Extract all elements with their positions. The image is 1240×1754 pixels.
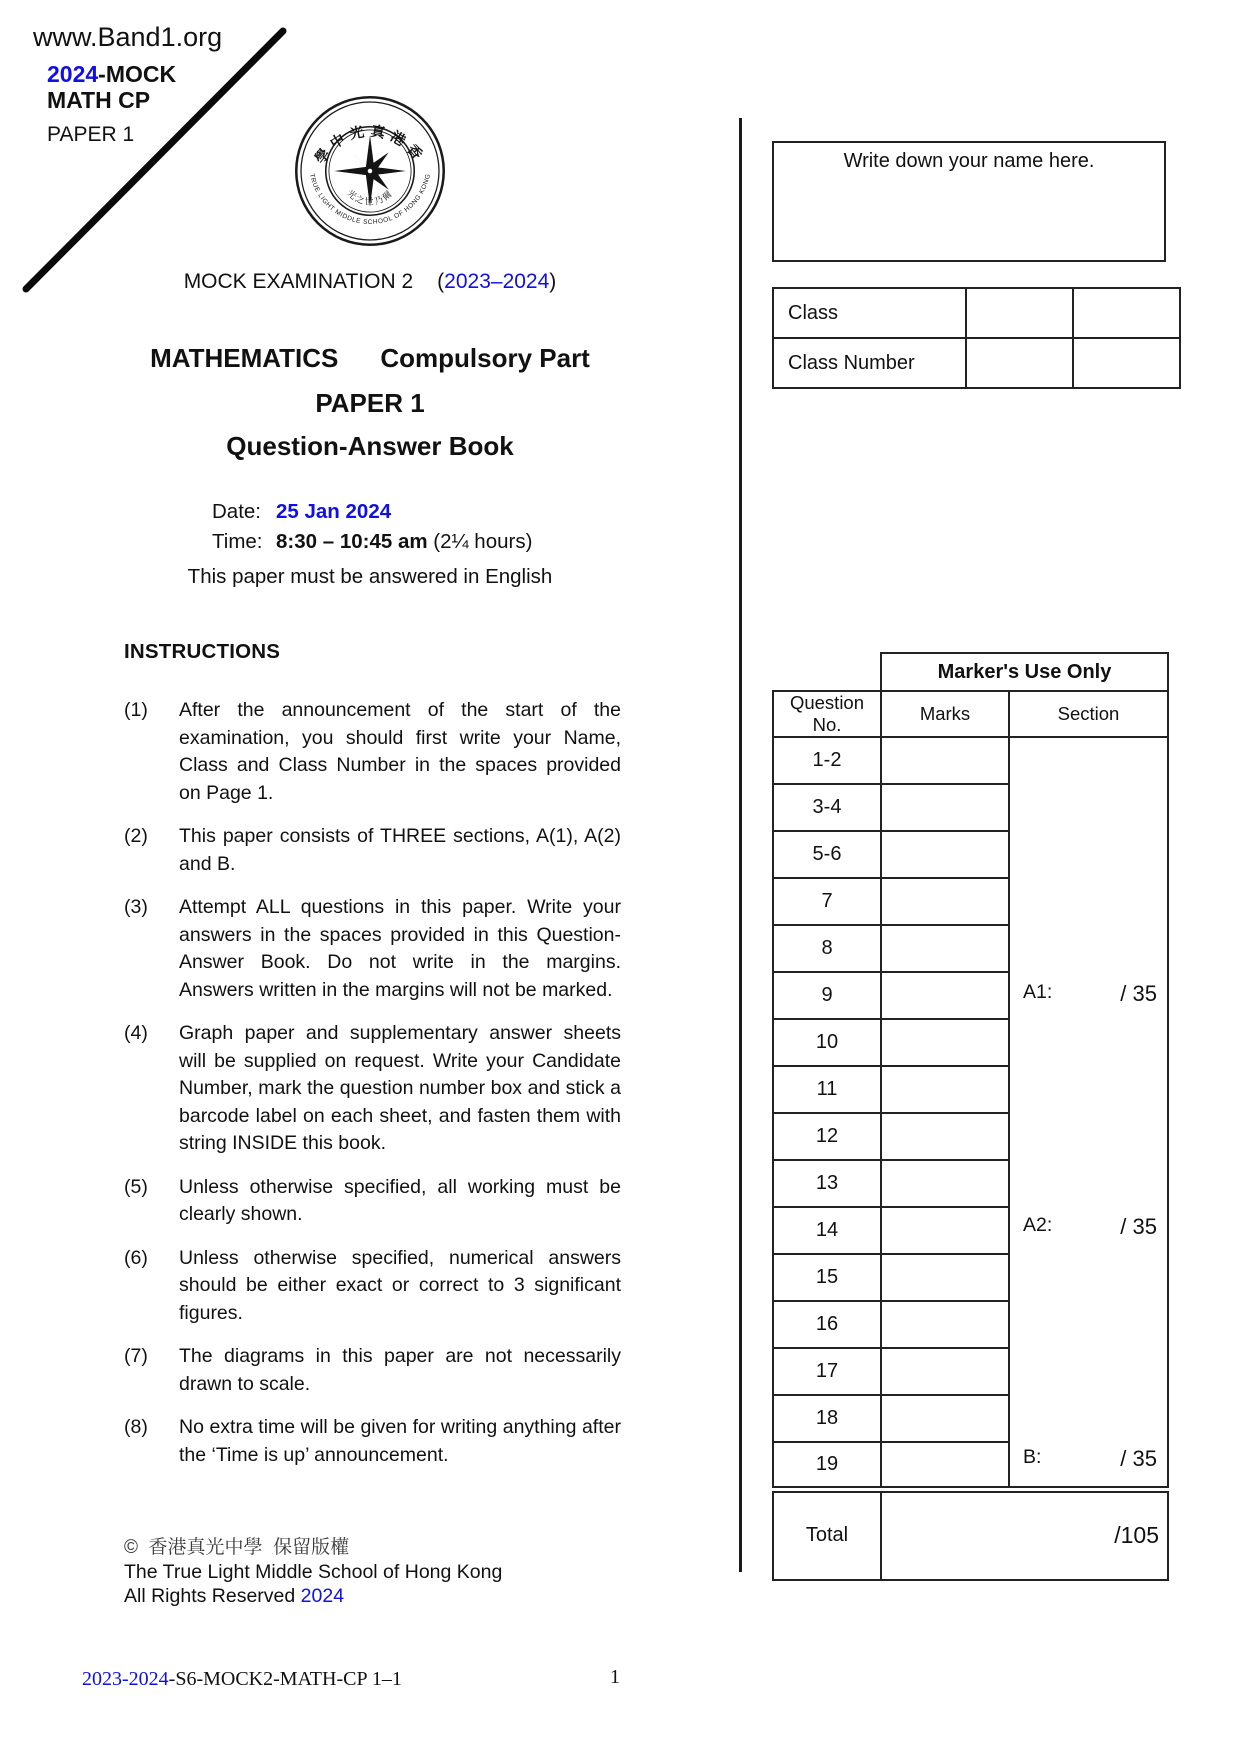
class-entry-cell: [1073, 288, 1180, 338]
time-value: 8:30 – 10:45 am: [276, 530, 428, 553]
marker-row: 7: [773, 878, 1168, 925]
watermark-mock-year: 2024: [47, 61, 99, 87]
marks-cell: [881, 1160, 1009, 1207]
instructions-heading: INSTRUCTIONS: [124, 640, 281, 663]
instruction-item: (5) Unless otherwise specified, all working must be clearly shown.: [124, 1175, 621, 1225]
col-header-section: Section: [1009, 691, 1168, 737]
class-label: Class: [773, 288, 966, 338]
marker-row: 13: [773, 1160, 1168, 1207]
exam-title: MOCK EXAMINATION 2: [183, 270, 414, 293]
exam-title-line: MOCK EXAMINATION 2 (2023–2024): [183, 270, 557, 293]
logo-school-name-zh: 學中光真港香: [312, 123, 428, 168]
logo-school-name-en: TRUE LIGHT MIDDLE SCHOOL OF HONG KONG: [307, 172, 433, 226]
total-label: Total: [773, 1489, 881, 1580]
copyright-school-en: The True Light Middle School of Hong Kong: [124, 1561, 503, 1583]
marker-row: 14: [773, 1207, 1168, 1254]
section-summary-cell: [1009, 737, 1168, 1489]
marker-row: 19: [773, 1442, 1168, 1489]
language-note: This paper must be answered in English: [187, 565, 553, 588]
instruction-item: (4) Graph paper and supplementary answer sheets will be supplied on request. Write your Candidate Number, mark the question number box and stick a barcode label on each sheet, and fasten them with string INSIDE this book.: [124, 1022, 621, 1154]
marks-cell: [881, 1301, 1009, 1348]
empty-corner: [773, 653, 881, 691]
watermark-mock-suffix: -MOCK: [98, 61, 177, 87]
copyright-block: [124, 1536, 502, 1608]
marker-row: 15: [773, 1254, 1168, 1301]
marks-cell: [881, 784, 1009, 831]
marker-row: 10: [773, 1019, 1168, 1066]
watermark-site: www.Band1.org: [33, 22, 223, 52]
subject-title: MATHEMATICS Compulsory Part: [150, 343, 590, 373]
watermark-subject-code: MATH CP: [47, 87, 151, 113]
marks-cell: [881, 972, 1009, 1019]
marks-cell: [881, 1442, 1009, 1489]
class-row: [773, 288, 1180, 338]
marker-row: 17: [773, 1348, 1168, 1395]
section-a1: A1: / 35: [1023, 980, 1157, 1006]
class-number-entry-cell: [966, 338, 1073, 388]
date-value: 25 Jan 2024: [276, 500, 392, 523]
exam-years: 2023–2024: [444, 270, 550, 293]
marker-row: 11: [773, 1066, 1168, 1113]
marks-cell: [881, 1207, 1009, 1254]
class-info-table: [772, 287, 1181, 389]
marker-row: 8: [773, 925, 1168, 972]
book-title: Question-Answer Book: [226, 431, 514, 461]
marks-cell: [881, 831, 1009, 878]
instruction-item: (8) No extra time will be given for writing anything after the ‘Time is up’ announcement.: [124, 1416, 621, 1466]
marks-cell: [881, 737, 1009, 784]
marker-total-row: [773, 1489, 1168, 1580]
marks-cell: [881, 1254, 1009, 1301]
marker-row: 12: [773, 1113, 1168, 1160]
page-number: 1: [610, 1666, 620, 1688]
marker-row: 18: [773, 1395, 1168, 1442]
marks-cell: [881, 1348, 1009, 1395]
time-row: Time: 8:30 – 10:45 am (2¼ hours): [212, 530, 533, 553]
marker-row: 9: [773, 972, 1168, 1019]
class-number-label: Class Number: [773, 338, 966, 388]
time-duration: (2¼ hours): [433, 530, 533, 553]
column-divider-line: [739, 118, 742, 1572]
marks-cell: [881, 1019, 1009, 1066]
logo-motto-zh: 光之世乃爾: [345, 187, 395, 207]
marker-table-header-row: [773, 691, 1168, 737]
total-score: /105: [881, 1489, 1168, 1580]
document-code: 2023-2024-S6-MOCK2-MATH-CP 1–1: [82, 1668, 402, 1690]
instruction-item: (2) This paper consists of THREE sections, A(1), A(2) and B.: [124, 825, 621, 875]
name-entry-box: [772, 141, 1166, 262]
marks-cell: [881, 1066, 1009, 1113]
school-crest-logo: [291, 92, 449, 250]
marker-row: 3-4: [773, 784, 1168, 831]
watermark-paper-label: PAPER 1: [47, 123, 135, 146]
class-number-row: [773, 338, 1180, 388]
marker-row: 1-2 A1: / 35 A2: / 35 B: / 35: [773, 737, 1168, 784]
copyright-rights: All Rights Reserved 2024: [124, 1585, 345, 1607]
date-row: Date: 25 Jan 2024: [212, 500, 392, 523]
marks-cell: [881, 1113, 1009, 1160]
section-a2: A2: / 35: [1023, 1213, 1157, 1239]
name-box-label: Write down your name here.: [843, 150, 1095, 172]
col-header-question: Question No.: [773, 691, 881, 737]
class-entry-cell: [966, 288, 1073, 338]
instruction-item: (7) The diagrams in this paper are not necessarily drawn to scale.: [124, 1345, 621, 1395]
paper-title: PAPER 1: [315, 388, 425, 418]
instruction-item: (1) After the announcement of the start of the examination, you should first write your Name, Class and Class Number in the spaces provided on Page 1.: [124, 699, 621, 804]
marks-cell: [881, 878, 1009, 925]
markers-use-table: [772, 652, 1169, 1581]
class-number-entry-cell: [1073, 338, 1180, 388]
section-b: B: / 35: [1023, 1445, 1157, 1471]
marker-row: 5-6: [773, 831, 1168, 878]
marks-cell: [881, 925, 1009, 972]
col-header-marks: Marks: [881, 691, 1009, 737]
date-time-block: [212, 497, 532, 557]
instruction-item: (6) Unless otherwise specified, numerical answers should be either exact or correct to 3 significant figures.: [124, 1246, 621, 1324]
marker-table-title: Marker's Use Only: [881, 653, 1168, 691]
marker-row: 16: [773, 1301, 1168, 1348]
instruction-item: (3) Attempt ALL questions in this paper. Write your answers in the spaces provided in this Question-Answer Book. Do not write in the margins. Answers written in the margins will not be marked.: [124, 896, 621, 1001]
copyright-zh: © 香港真光中學 保留版權: [124, 1537, 350, 1558]
marks-cell: [881, 1395, 1009, 1442]
instructions-list: [124, 697, 621, 1485]
